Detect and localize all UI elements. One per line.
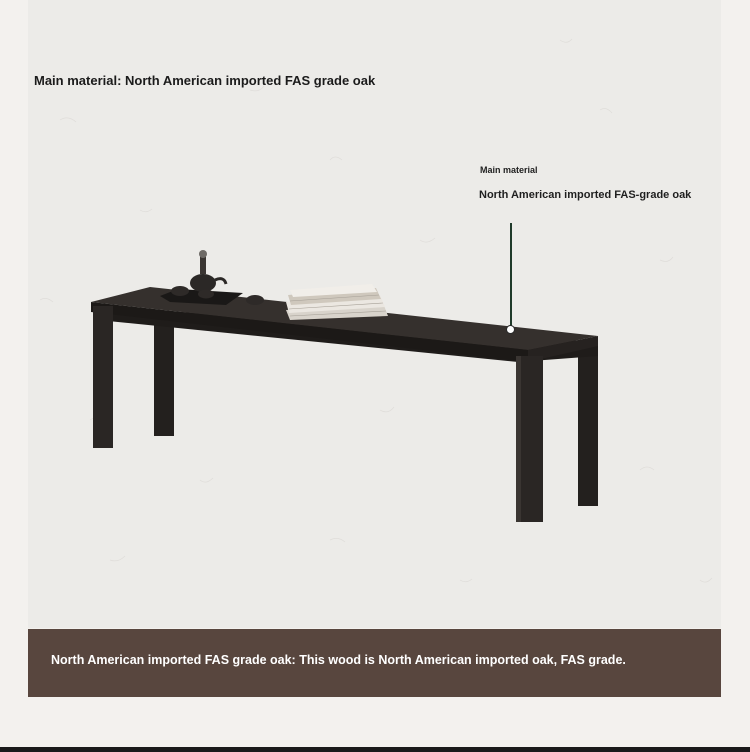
tea-cup <box>171 286 189 296</box>
callout-marker <box>506 325 515 334</box>
callout-value: North American imported FAS-grade oak <box>479 189 692 201</box>
teapot <box>190 250 226 292</box>
book-stack <box>286 284 388 320</box>
banner-text: North American imported FAS grade oak: This wood is North American imported oak, FAS grade. <box>51 653 626 667</box>
bottom-divider <box>0 747 750 752</box>
page-title: Main material: North American imported FAS grade oak <box>34 73 376 88</box>
bench-back-left-leg <box>154 322 174 436</box>
bench-front-left-leg <box>93 306 113 448</box>
tea-cup <box>198 290 214 299</box>
description-banner <box>28 629 721 697</box>
tea-cup <box>246 295 264 305</box>
bench-back-right-leg <box>578 340 598 506</box>
callout-label: Main material <box>480 165 538 175</box>
